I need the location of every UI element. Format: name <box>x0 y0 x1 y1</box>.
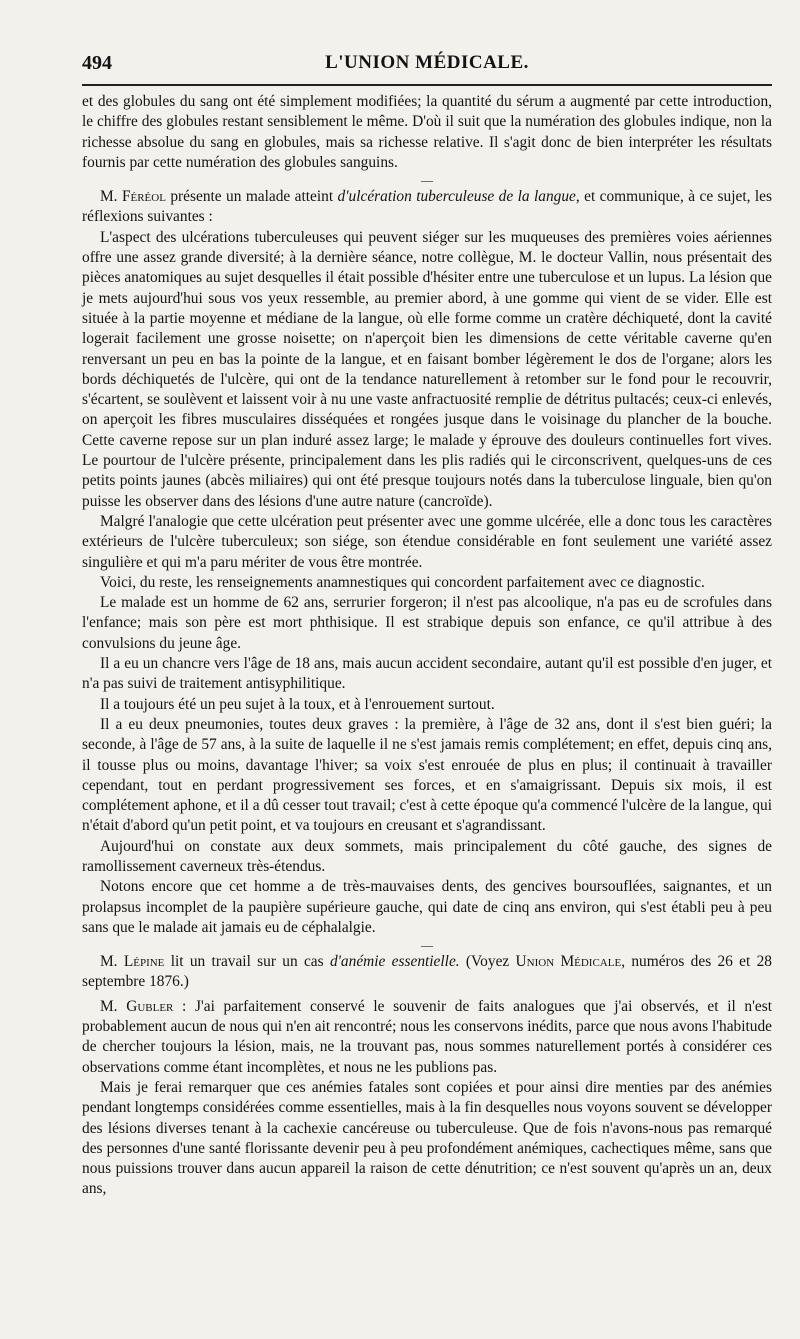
italic-term: d'anémie essentielle. <box>329 953 460 971</box>
paragraph: Mais je ferai remarquer que ces anémies fatales sont copiées et pour ainsi dire menties par des anémies pendant longtemps considérées comme essentielles, mais à la fin desquelles nous voyons souvent se développer des lésions diverses tenant à la cachexie cancéreuse ou tuberculeuse. Que de fois n'avons-nous pas remarqué des personnes d'une santé florissante devenir peu à peu profondément anémiques, cachectiques même, sans que nous puissions trouver dans aucun appareil la raison de cette dénutrition; ce n'est souvent qu'après un an, deux ans, <box>82 1078 772 1198</box>
text-run: (Voyez <box>459 953 516 971</box>
paragraph: et des globules du sang ont été simplement modifiées; la quantité du sérum a augmenté par cette introduction, le chiffre des globules restant sensiblement le même. D'où il suit que la numération des globules indique, non la richesse absolue du sang en globules, mais sa richesse relative. Il s'agit donc de bien interpréter les résultats fournis par cette numération des globules sanguins. <box>82 93 772 171</box>
text-run: lit un travail sur un cas <box>164 953 330 971</box>
page-number: 494 <box>82 52 112 74</box>
section-separator: — <box>421 938 433 953</box>
text-run: , numéros des 26 et 28 septembre 1876.) <box>82 953 772 991</box>
paragraph: Il a toujours été un peu sujet à la toux, et à l'enrouement surtout. <box>100 695 495 713</box>
text-run: , et communique, à ce sujet, les réflexions suivantes : <box>82 188 772 226</box>
running-title: L'UNION MÉDICALE. <box>325 52 529 73</box>
paragraph: Il a eu deux pneumonies, toutes deux graves : la première, à l'âge de 32 ans, dont il s'est bien guéri; la seconde, à l'âge de 57 ans, à la suite de laquelle il ne s'est jamais remis complétement; en effet, depuis cinq ans, il tousse plus ou moins, davantage l'hiver; sa voix s'est enrouée de plus en plus; il continuait à travailler cependant, tout en perdant progressivement ses forces, et en s'amaigrissant. Depuis six mois, il est complétement aphone, et il a dû cesser tout travail; c'est à cette époque qu'a commencé l'ulcère de la langue, qui n'était d'abord qu'un petit point, et va toujours en creusant et s'agrandissant. <box>82 715 772 835</box>
journal-name: Union Médicale <box>515 953 622 971</box>
italic-term: d'ulcération tuberculeuse de la langue <box>337 188 576 206</box>
text-run: : J'ai parfaitement conservé le souvenir de faits analogues que j'ai observés, et il n'est probablement aucun de nous qui n'en ait rencontré; nous les conservons inédits, parce que nous avons l'habitude de chercher toujours la lésion, mais, ne la trouvant pas, nous sommes naturellement portés à considérer ces observations comme étant incomplètes, et nous ne les publions pas. <box>82 997 772 1076</box>
paragraph: Malgré l'analogie que cette ulcération peut présenter avec une gomme ulcérée, elle a donc tous les caractères extérieurs de l'ulcère tuberculeux; son siége, son étendue considérable en font seulement une variété assez singulière et qui m'a paru mériter de vous être montrée. <box>82 512 772 571</box>
text-run: présente un malade atteint <box>165 188 338 206</box>
paragraph: Notons encore que cet homme a de très-mauvaises dents, des gencives boursouflées, saignantes, et un prolapsus incomplet de la paupière supérieure gauche, qui date de cinq ans environ, qui s'est établi peu à peu sans que le malade ait jamais eu de céphalalgie. <box>82 878 772 936</box>
header-rule <box>82 84 772 86</box>
paragraph: Aujourd'hui on constate aux deux sommets, mais principalement du côté gauche, des signes de ramollissement caverneux très-étendus. <box>82 837 772 875</box>
speaker-name: M. Féréol <box>100 188 166 206</box>
section-separator: — <box>421 173 433 188</box>
article-body <box>82 92 772 1200</box>
paragraph: L'aspect des ulcérations tuberculeuses qui peuvent siéger sur les muqueuses des premières voies aériennes offre une assez grande diversité; à la dernière séance, notre collègue, M. le docteur Vallin, nous présentait des pièces anatomiques au sujet desquelles il était possible d'hésiter entre une tuberculose et un lupus. La lésion que je mets aujourd'hui sous vos yeux ressemble, au premier abord, à une gomme qui vient de se vider. Elle est située à la partie moyenne et médiane de la langue, où elle forme comme un cratère déchiqueté, dont la cavité logerait facilement une grosse noisette; on n'aperçoit bien les dimensions de cette véritable caverne qu'en renversant un peu en bas la pointe de la langue, et en faisant bomber légèrement le dos de l'organe; alors les bords déchiquetés de l'ulcère, qui ont de la tendance naturellement à retomber sur le fond pour le recouvrir, s'écartent, se soulèvent et laissent voir à nu une vaste anfractuosité remplie de détritus pultacés; ceux-ci enlevés, on aperçoit les fibres musculaires disséquées et rongées jusque dans le voisinage du plancher de la bouche. Cette caverne repose sur un plan induré assez large; le malade y éprouve des douleurs continuelles fort vives. Le pourtour de l'ulcère présente, principalement dans les plis radiés qui le circonscrivent, quelques-uns de ces petits points jaunes (abcès miliaires) qui ont été presque toujours notés dans la tuberculose linguale, bien qu'on puisse les observer dans des lésions d'une autre nature (cancroïde). <box>82 228 772 510</box>
paragraph <box>82 187 772 228</box>
speaker-name: M. Lépine <box>100 953 165 971</box>
paragraph <box>82 952 772 993</box>
paragraph: Voici, du reste, les renseignements anamnestiques qui concordent parfaitement avec ce diagnostic. <box>100 573 705 591</box>
paragraph: Le malade est un homme de 62 ans, serrurier forgeron; il n'est pas alcoolique, n'a pas eu de scrofules dans l'enfance; mais son père est mort phthisique. Il est strabique depuis son enfance, ce qu'il attribue à des convulsions du jeune âge. <box>82 594 772 652</box>
paragraph: Il a eu un chancre vers l'âge de 18 ans, mais aucun accident secondaire, autant qu'il est possible d'en juger, et n'a pas suivi de traitement antisyphilitique. <box>82 655 772 693</box>
page-header <box>82 52 772 78</box>
speaker-name: M. Gubler <box>100 997 174 1015</box>
paragraph <box>82 997 772 1078</box>
